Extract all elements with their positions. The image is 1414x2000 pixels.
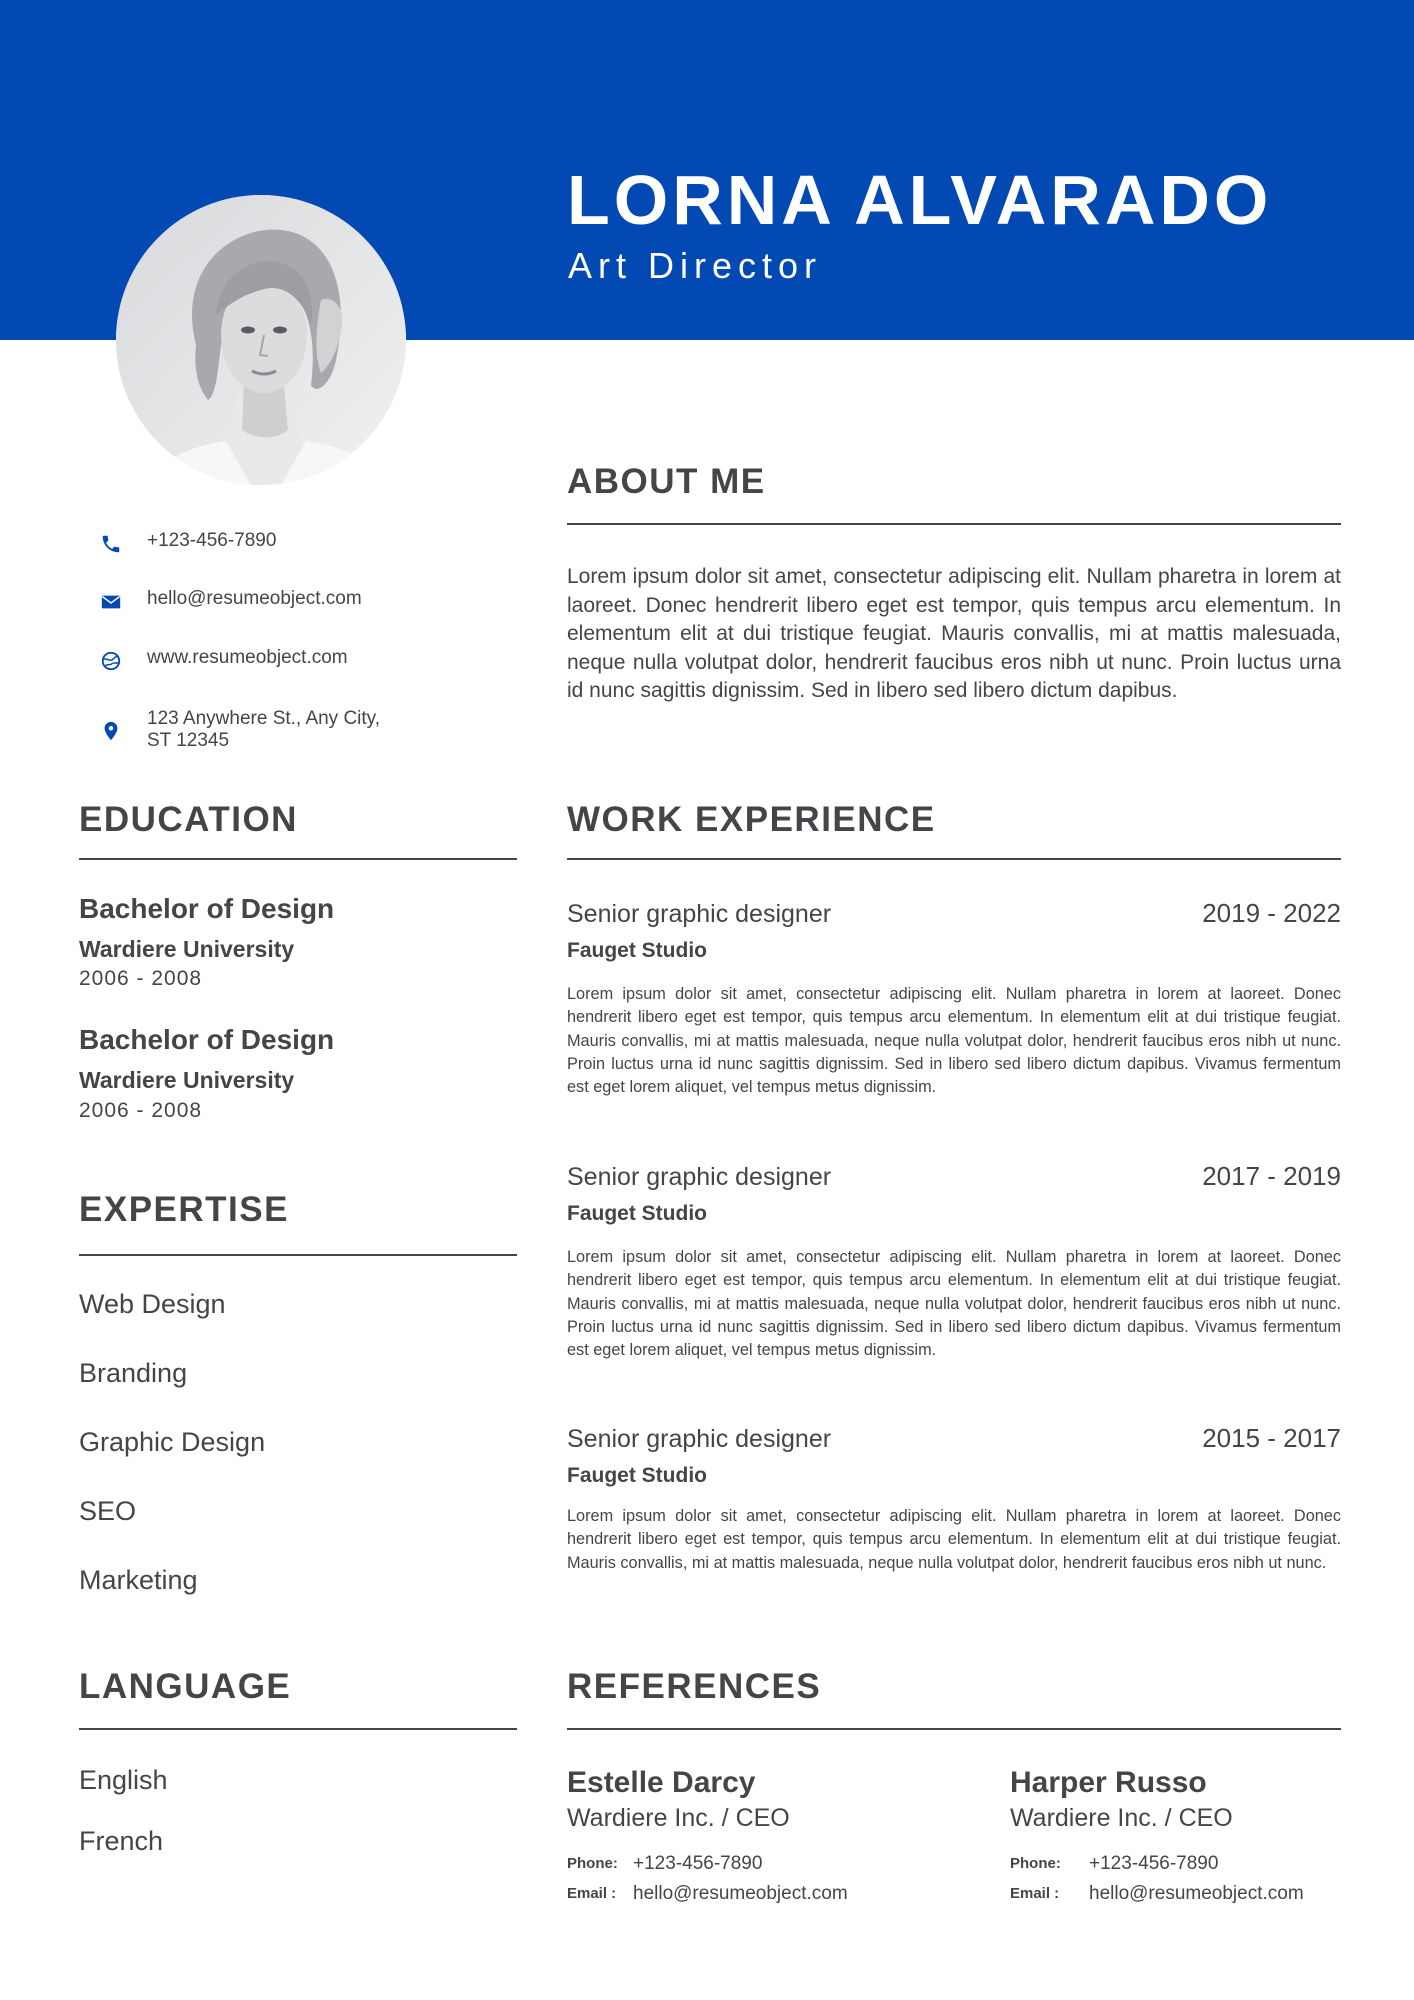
expertise-divider: [79, 1254, 517, 1256]
phone-label: Phone:: [567, 1855, 618, 1872]
email-label: Email :: [567, 1885, 617, 1902]
mail-icon: [100, 591, 122, 613]
work-divider: [567, 858, 1341, 860]
job-title: Senior graphic designer: [567, 1425, 832, 1453]
education-title: EDUCATION: [79, 800, 298, 839]
references-divider: [567, 1728, 1341, 1730]
references-title: REFERENCES: [567, 1667, 822, 1706]
email-text[interactable]: hello@resumeobject.com: [147, 588, 362, 609]
expertise-item: Graphic Design: [79, 1427, 266, 1457]
email-label: Email :: [1010, 1885, 1060, 1902]
expertise-item: Web Design: [79, 1289, 226, 1319]
education-degree: Bachelor of Design: [79, 893, 335, 924]
reference-email[interactable]: hello@resumeobject.com: [633, 1883, 848, 1904]
education-school: Wardiere University: [79, 936, 295, 962]
job-description: Lorem ipsum dolor sit amet, consectetur adipiscing elit. Nullam pharetra in lorem at laoreet. Donec hendrerit libero eget est tempor, quis tempus arcu elementum. In elementum elit at dui tristique feugiat. Mauris convallis, mi at mattis malesuada, neque nulla volutpat dolor, hendrerit faucibus eros nibh ut nunc.: [567, 1507, 1341, 1572]
reference-card: [1010, 1765, 1350, 1909]
expertise-item: Marketing: [79, 1565, 198, 1595]
address-line-2: ST 12345: [147, 730, 230, 751]
job-title: Senior graphic designer: [567, 1163, 832, 1191]
reference-email[interactable]: hello@resumeobject.com: [1089, 1883, 1304, 1904]
job-company: Fauget Studio: [567, 1202, 707, 1225]
job-years: 2017 - 2019: [1202, 1161, 1341, 1191]
expertise-title: EXPERTISE: [79, 1190, 289, 1229]
address-line-1: 123 Anywhere St., Any City,: [147, 708, 381, 729]
globe-icon: [100, 650, 122, 672]
language-title: LANGUAGE: [79, 1667, 292, 1706]
person-role: Art Director: [568, 245, 823, 286]
about-text: Lorem ipsum dolor sit amet, consectetur adipiscing elit. Nullam pharetra in lorem at laoreet. Donec hendrerit libero eget est tempor, quis tempus arcu elementum. In elementum elit at dui tristique feugiat. Mauris convallis, mi at mattis malesuada, neque nulla volutpat dolor, hendrerit faucibus eros nibh ut nunc. Proin luctus urna id nunc sagittis dignissim. Sed in libero sed libero dictum dapibus.: [567, 565, 1341, 702]
language-item: French: [79, 1826, 164, 1856]
reference-org: Wardiere Inc. / CEO: [567, 1804, 790, 1832]
reference-email-row: [567, 1879, 907, 1909]
phone-text: +123-456-7890: [147, 530, 277, 551]
job-company: Fauget Studio: [567, 939, 707, 962]
education-degree: Bachelor of Design: [79, 1024, 335, 1055]
phone-icon: [100, 533, 122, 555]
reference-email-row: [1010, 1879, 1350, 1909]
language-item: English: [79, 1765, 168, 1795]
job-description: Lorem ipsum dolor sit amet, consectetur adipiscing elit. Nullam pharetra in lorem at laoreet. Donec hendrerit libero eget est tempor, quis tempus arcu elementum. In elementum elit at dui tristique feugiat. Mauris convallis, mi at mattis malesuada, neque nulla volutpat dolor, hendrerit faucibus eros nibh ut nunc. Proin luctus urna id nunc sagittis dignissim. Sed in libero sed libero dictum dapibus. Vivamus fermentum est eget lorem aliquet, vel tempus metus dignissim.: [567, 1248, 1341, 1360]
reference-name: Harper Russo: [1010, 1766, 1207, 1799]
education-years: 2006 - 2008: [79, 967, 203, 990]
reference-phone: +123-456-7890: [633, 1853, 763, 1874]
reference-name: Estelle Darcy: [567, 1766, 756, 1799]
job-years: 2015 - 2017: [1202, 1423, 1341, 1453]
expertise-item: SEO: [79, 1496, 137, 1526]
work-title: WORK EXPERIENCE: [567, 800, 936, 839]
job-title: Senior graphic designer: [567, 900, 832, 928]
education-years: 2006 - 2008: [79, 1099, 203, 1122]
job-description: Lorem ipsum dolor sit amet, consectetur adipiscing elit. Nullam pharetra in lorem at laoreet. Donec hendrerit libero eget est tempor, quis tempus arcu elementum. In elementum elit at dui tristique feugiat. Mauris convallis, mi at mattis malesuada, neque nulla volutpat dolor, hendrerit faucibus eros nibh ut nunc. Proin luctus urna id nunc sagittis dignissim. Sed in libero sed libero dictum dapibus. Vivamus fermentum est eget lorem aliquet, vel tempus metus dignissim.: [567, 985, 1341, 1097]
location-pin-icon: [100, 720, 122, 742]
reference-card: [567, 1765, 907, 1909]
website-text[interactable]: www.resumeobject.com: [147, 647, 348, 668]
job-years: 2019 - 2022: [1202, 898, 1341, 928]
education-school: Wardiere University: [79, 1067, 295, 1093]
reference-org: Wardiere Inc. / CEO: [1010, 1804, 1233, 1832]
about-title: ABOUT ME: [567, 462, 766, 501]
reference-phone: +123-456-7890: [1089, 1853, 1219, 1874]
education-divider: [79, 858, 517, 860]
about-divider: [567, 523, 1341, 525]
reference-phone-row: [567, 1849, 907, 1879]
job-company: Fauget Studio: [567, 1464, 707, 1487]
profile-photo: [116, 195, 406, 485]
reference-phone-row: [1010, 1849, 1350, 1879]
person-name: LORNA ALVARADO: [567, 161, 1273, 239]
expertise-item: Branding: [79, 1358, 188, 1388]
phone-label: Phone:: [1010, 1855, 1061, 1872]
language-divider: [79, 1728, 517, 1730]
